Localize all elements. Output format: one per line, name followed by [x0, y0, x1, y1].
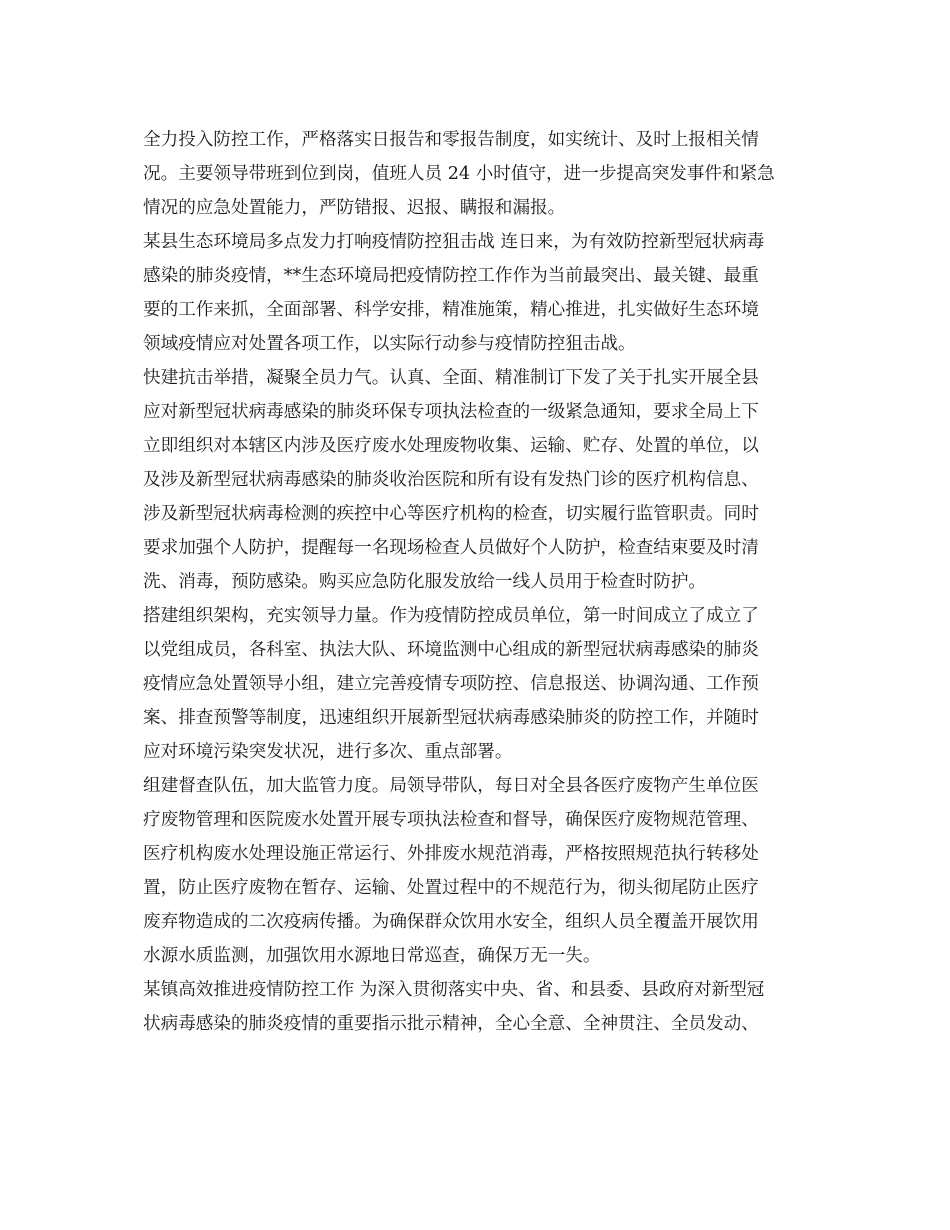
- text-line: 况。主要领导带班到位到岗，值班人员 24 小时值守，进一步提高突发事件和紧急: [143, 164, 775, 184]
- text-line: 某县生态环境局多点发力打响疫情防控狙击战 连日来，为有效防控新型冠状病毒: [143, 232, 765, 252]
- text-line: 应对环境污染突发状况，进行多次、重点部署。: [143, 742, 513, 762]
- text-line: 组建督查队伍，加大监管力度。局领导带队，每日对全县各医疗废物产生单位医: [143, 776, 759, 796]
- text-line: 快建抗击举措，凝聚全员力气。认真、全面、精准制订下发了关于扎实开展全县: [143, 368, 759, 388]
- text-line: 某镇高效推进疫情防控工作 为深入贯彻落实中央、省、和县委、县政府对新型冠: [143, 980, 765, 1000]
- text-line: 案、排查预警等制度，迅速组织开展新型冠状病毒感染肺炎的防控工作，并随时: [143, 708, 759, 728]
- text-line: 搭建组织架构，充实领导力量。作为疫情防控成员单位，第一时间成立了成立了: [143, 606, 759, 626]
- text-line: 及涉及新型冠状病毒感染的肺炎收治医院和所有设有发热门诊的医疗机构信息、: [143, 470, 759, 490]
- text-line: 洗、消毒，预防感染。购买应急防化服发放给一线人员用于检查时防护。: [143, 572, 707, 592]
- text-line: 涉及新型冠状病毒检测的疾控中心等医疗机构的检查，切实履行监管职责。同时: [143, 504, 759, 524]
- text-line: 以党组成员，各科室、执法大队、环境监测中心组成的新型冠状病毒感染的肺炎: [143, 640, 759, 660]
- text-line: 情况的应急处置能力，严防错报、迟报、瞒报和漏报。: [143, 198, 566, 218]
- text-line: 领域疫情应对处置各项工作，以实际行动参与疫情防控狙击战。: [143, 334, 636, 354]
- text-line: 置，防止医疗废物在暂存、运输、处置过程中的不规范行为，彻头彻尾防止医疗: [143, 878, 759, 898]
- text-line: 状病毒感染的肺炎疫情的重要指示批示精神，全心全意、全神贯注、全员发动、: [143, 1014, 759, 1034]
- text-line: 医疗机构废水处理设施正常运行、外排废水规范消毒，严格按照规范执行转移处: [143, 844, 759, 864]
- text-line: 全力投入防控工作，严格落实日报告和零报告制度，如实统计、及时上报相关情: [143, 130, 759, 150]
- text-line: 废弃物造成的二次疫病传播。为确保群众饮用水安全，组织人员全覆盖开展饮用: [143, 912, 759, 932]
- text-line: 要的工作来抓，全面部署、科学安排，精准施策，精心推进，扎实做好生态环境: [143, 300, 759, 320]
- text-line: 疫情应急处置领导小组，建立完善疫情专项防控、信息报送、协调沟通、工作预: [143, 674, 759, 694]
- text-line: 感染的肺炎疫情，**生态环境局把疫情防控工作作为当前最突出、最关键、最重: [143, 266, 759, 286]
- text-line: 疗废物管理和医院废水处置开展专项执法检查和督导，确保医疗废物规范管理、: [143, 810, 759, 830]
- text-line: 立即组织对本辖区内涉及医疗废水处理废物收集、运输、贮存、处置的单位，以: [143, 436, 759, 456]
- text-line: 应对新型冠状病毒感染的肺炎环保专项执法检查的一级紧急通知，要求全局上下: [143, 402, 759, 422]
- text-line: 要求加强个人防护，提醒每一名现场检查人员做好个人防护，检查结束要及时清: [143, 538, 759, 558]
- text-line: 水源水质监测，加强饮用水源地日常巡查，确保万无一失。: [143, 946, 601, 966]
